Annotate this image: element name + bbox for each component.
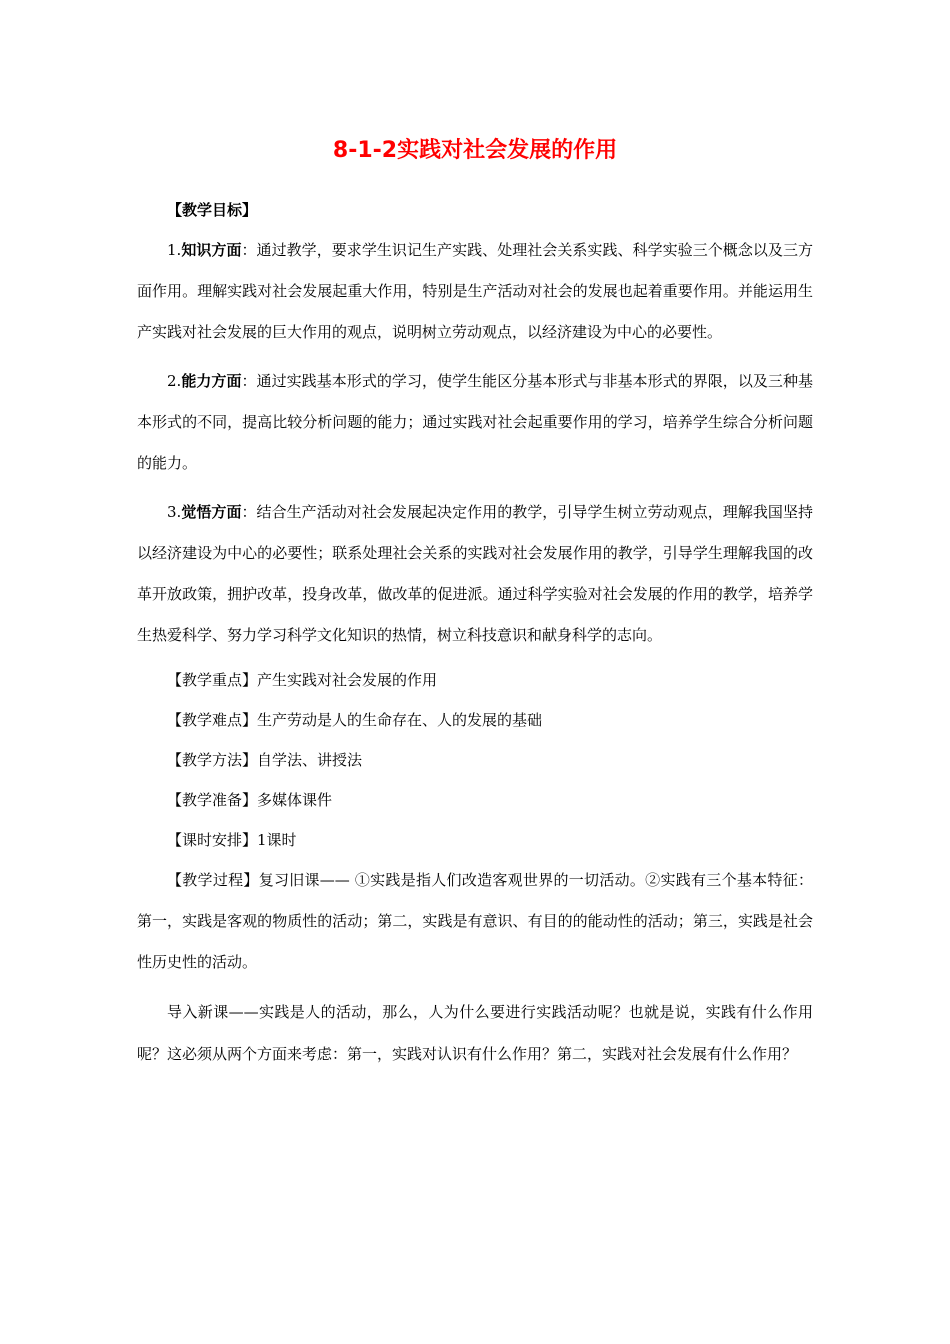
- item-label: 【教学方法】: [167, 751, 258, 769]
- objective-awareness: [137, 492, 813, 656]
- document-body: [137, 190, 813, 1075]
- objective-text: ：结合生产活动对社会发展起决定作用的教学，引导学生树立劳动观点，理解我国坚持以经济建设为中心的必要性；联系处理社会关系的实践对社会发展作用的教学，引导学生理解我国的改革开放政策，拥护改革，投身改革，做改革的促进派。通过科学实验对社会发展的作用的教学，培养学生热爱科学、努力学习科学文化知识的热情，树立科技意识和献身科学的志向。: [137, 503, 813, 644]
- process-text: ①实践是指人们改造客观世界的一切活动。②实践有三个基本特征：第一，实践是客观的物质性的活动；第二，实践是有意识、有目的的能动性的活动；第三，实践是社会性历史性的活动。: [137, 871, 813, 971]
- objective-ability: [137, 361, 813, 484]
- item-text: 多媒体课件: [257, 791, 333, 809]
- item-text: 生产劳动是人的生命存在、人的发展的基础: [257, 711, 543, 729]
- objective-knowledge: [137, 230, 813, 353]
- item-label: 【课时安排】: [167, 831, 258, 849]
- teaching-process: [137, 860, 813, 983]
- teaching-method: [137, 740, 813, 780]
- process-label: 【教学过程】: [167, 871, 259, 889]
- objective-label: 觉悟方面: [181, 503, 242, 521]
- item-label: 【教学重点】: [167, 671, 258, 689]
- item-label: 【教学准备】: [167, 791, 258, 809]
- objective-text: ：通过教学，要求学生识记生产实践、处理社会关系实践、科学实验三个概念以及三方面作用。理解实践对社会发展起重大作用，特别是生产活动对社会的发展也起着重要作用。并能运用生产实践对社会发展的巨大作用的观点，说明树立劳动观点，以经济建设为中心的必要性。: [137, 241, 813, 341]
- objective-prefix: 3.: [167, 503, 182, 521]
- item-text: 1课时: [257, 831, 297, 849]
- objective-prefix: 2.: [167, 372, 182, 390]
- item-label: 【教学难点】: [167, 711, 258, 729]
- page-title: 8-1-2实践对社会发展的作用: [332, 138, 618, 163]
- item-text: 产生实践对社会发展的作用: [257, 671, 438, 689]
- process-sub-label: 复习旧课——: [258, 871, 350, 889]
- objectives-heading: 【教学目标】: [167, 201, 258, 219]
- objective-text: ：通过实践基本形式的学习，使学生能区分基本形式与非基本形式的界限，以及三种基本形式的不同，提高比较分析问题的能力；通过实践对社会起重要作用的学习，培养学生综合分析问题的能力。: [137, 372, 813, 472]
- new-lesson-intro: 导入新课——实践是人的活动，那么，人为什么要进行实践活动呢？也就是说，实践有什么作用呢？这必须从两个方面来考虑：第一，实践对认识有什么作用？第二，实践对社会发展有什么作用？: [137, 1003, 813, 1063]
- item-text: 自学法、讲授法: [257, 751, 363, 769]
- teaching-focus: [137, 660, 813, 700]
- objective-prefix: 1.: [167, 241, 182, 259]
- objective-label: 能力方面: [181, 372, 242, 390]
- teaching-difficulty: [137, 700, 813, 740]
- lesson-schedule: [137, 820, 813, 860]
- objective-label: 知识方面: [181, 241, 242, 259]
- teaching-preparation: [137, 780, 813, 820]
